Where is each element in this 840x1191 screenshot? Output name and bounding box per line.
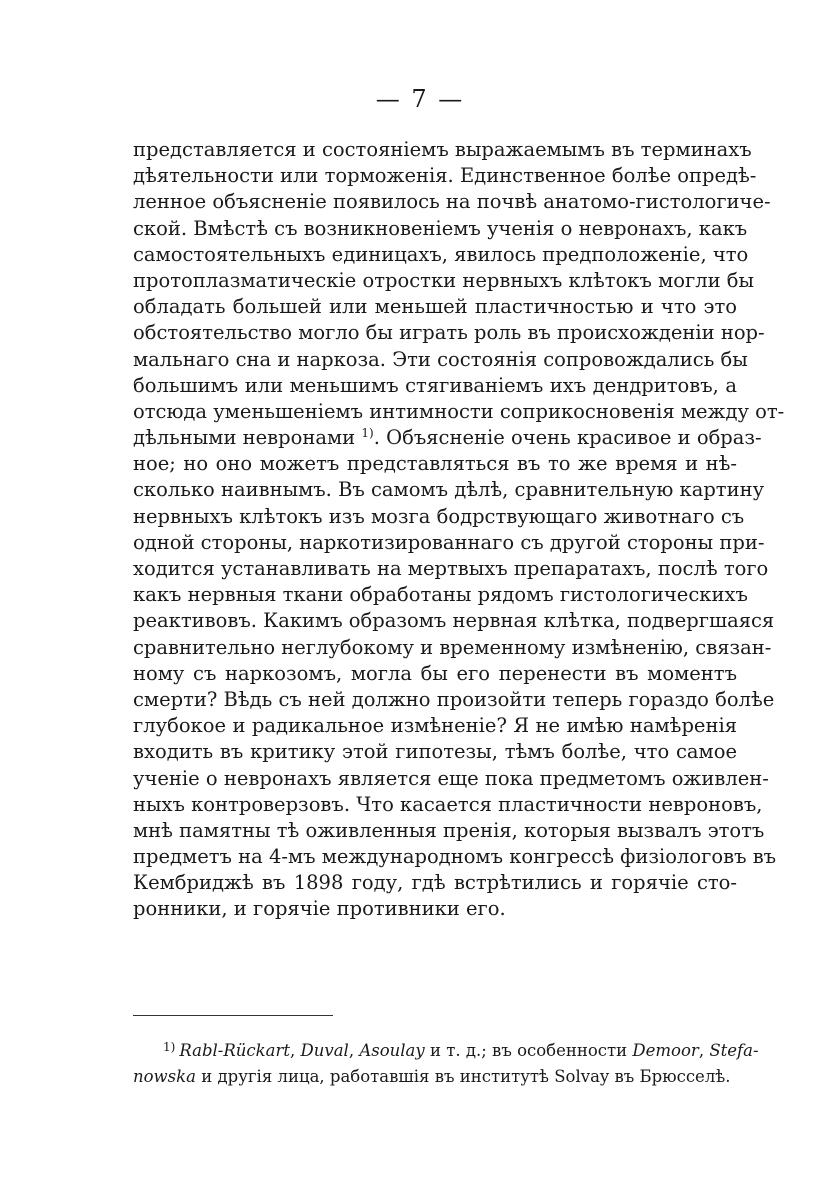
footnote-marker: 1): [163, 1040, 176, 1054]
text-line: ному съ наркозомъ, могла бы его перенести въ моментъ: [133, 661, 737, 685]
text-line: обладать большей или меньшей пластичностью и что это: [133, 295, 737, 319]
text-line-with-footnote-ref: [133, 425, 762, 451]
text-line: ской. Вмѣстѣ съ возникновенiемъ ученiя о невронахъ, какъ: [133, 216, 748, 240]
text-line: входить въ критику этой гипотезы, тѣмъ болѣе, что самое: [133, 740, 737, 764]
text-line: сравнительно неглубокому и временному измѣненiю, связан-: [133, 635, 772, 659]
text-line: ленное объясненiе появилось на почвѣ анатомо-гистологиче-: [133, 190, 771, 214]
text-line: ныхъ контроверзовъ. Что касается пластичности невроновъ,: [133, 792, 763, 816]
text-line: сколько наивнымъ. Въ самомъ дѣлѣ, сравнительную картину: [133, 478, 765, 502]
text-line: смерти? Вѣдь съ ней должно произойти теперь гораздо болѣе: [133, 687, 775, 711]
page-number: — 7 —: [375, 85, 465, 113]
text-fragment: . Объясненiе очень красивое и образ-: [373, 426, 762, 450]
footnote: [133, 1038, 759, 1090]
text-line: одной стороны, наркотизированнаго съ другой стороны при-: [133, 530, 765, 554]
text-line: реактивовъ. Какимъ образомъ нервная клѣтка, подвергшаяся: [133, 609, 775, 633]
body-text: [133, 137, 785, 923]
footnote-reference[interactable]: 1): [361, 426, 374, 441]
footnote-line: [133, 1038, 759, 1064]
author-name: nowska: [133, 1067, 196, 1086]
text-line: представляется и состоянiемъ выражаемымъ въ терминахъ: [133, 138, 752, 161]
text-line: мнѣ памятны тѣ оживленныя пренiя, которыя вызвалъ этотъ: [133, 818, 765, 842]
footnote-text: и другiя лица, работавшiя въ институтѣ Solvay въ Брюсселѣ.: [196, 1067, 731, 1086]
text-line: какъ нервныя ткани обработаны рядомъ гистологическихъ: [133, 583, 748, 607]
author-name: Stefa-: [709, 1041, 759, 1060]
text-line: мальнаго сна и наркоза. Эти состоянiя сопровождались бы: [133, 347, 748, 371]
separator: ,: [348, 1041, 360, 1060]
footnote-text: и т. д.; въ особенности: [424, 1041, 633, 1060]
text-fragment: дѣльными невронами: [133, 426, 356, 450]
text-line: отсюда уменьшенiемъ интимности соприкосновенiя между от-: [133, 399, 785, 423]
text-line: Кембриджѣ въ 1898 году, гдѣ встрѣтились и горячiе сто-: [133, 871, 737, 895]
author-name: Duval: [300, 1041, 349, 1060]
text-line: самостоятельныхъ единицахъ, явилось предположенiе, что: [133, 242, 749, 266]
text-line: ученiе о невронахъ является еще пока предметомъ оживлен-: [133, 766, 769, 790]
author-name: Demoor: [632, 1041, 699, 1060]
text-line: нервныхъ клѣтокъ изъ мозга бодрствующаго животнаго съ: [133, 504, 745, 528]
text-line: ходится устанавливать на мертвыхъ препаратахъ, послѣ того: [133, 557, 769, 580]
text-line: протоплазматическiе отростки нервныхъ клѣтокъ могли бы: [133, 268, 755, 292]
text-line: предметъ на 4-мъ международномъ конгрессѣ физiологовъ въ: [133, 845, 777, 869]
separator: ,: [290, 1041, 301, 1060]
text-line: ное; но оно можетъ представляться въ то же время и нѣ-: [133, 452, 737, 476]
text-line: дѣятельности или торможенiя. Единственное болѣе опредѣ-: [133, 164, 757, 188]
author-name: Rabl-Rückart: [179, 1041, 291, 1060]
author-name: Asoulay: [359, 1041, 425, 1060]
text-line: обстоятельство могло бы играть роль въ происхожденiи нор-: [133, 321, 765, 345]
text-line: большимъ или меньшимъ стягиванiемъ ихъ дендритовъ, а: [133, 373, 737, 397]
footnote-separator: [133, 1015, 333, 1016]
text-line: глубокое и радикальное измѣненiе? Я не имѣю намѣренiя: [133, 714, 737, 738]
separator: ,: [698, 1041, 710, 1060]
text-line: ронники, и горячiе противники его.: [133, 897, 506, 921]
footnote-line: [133, 1064, 737, 1090]
